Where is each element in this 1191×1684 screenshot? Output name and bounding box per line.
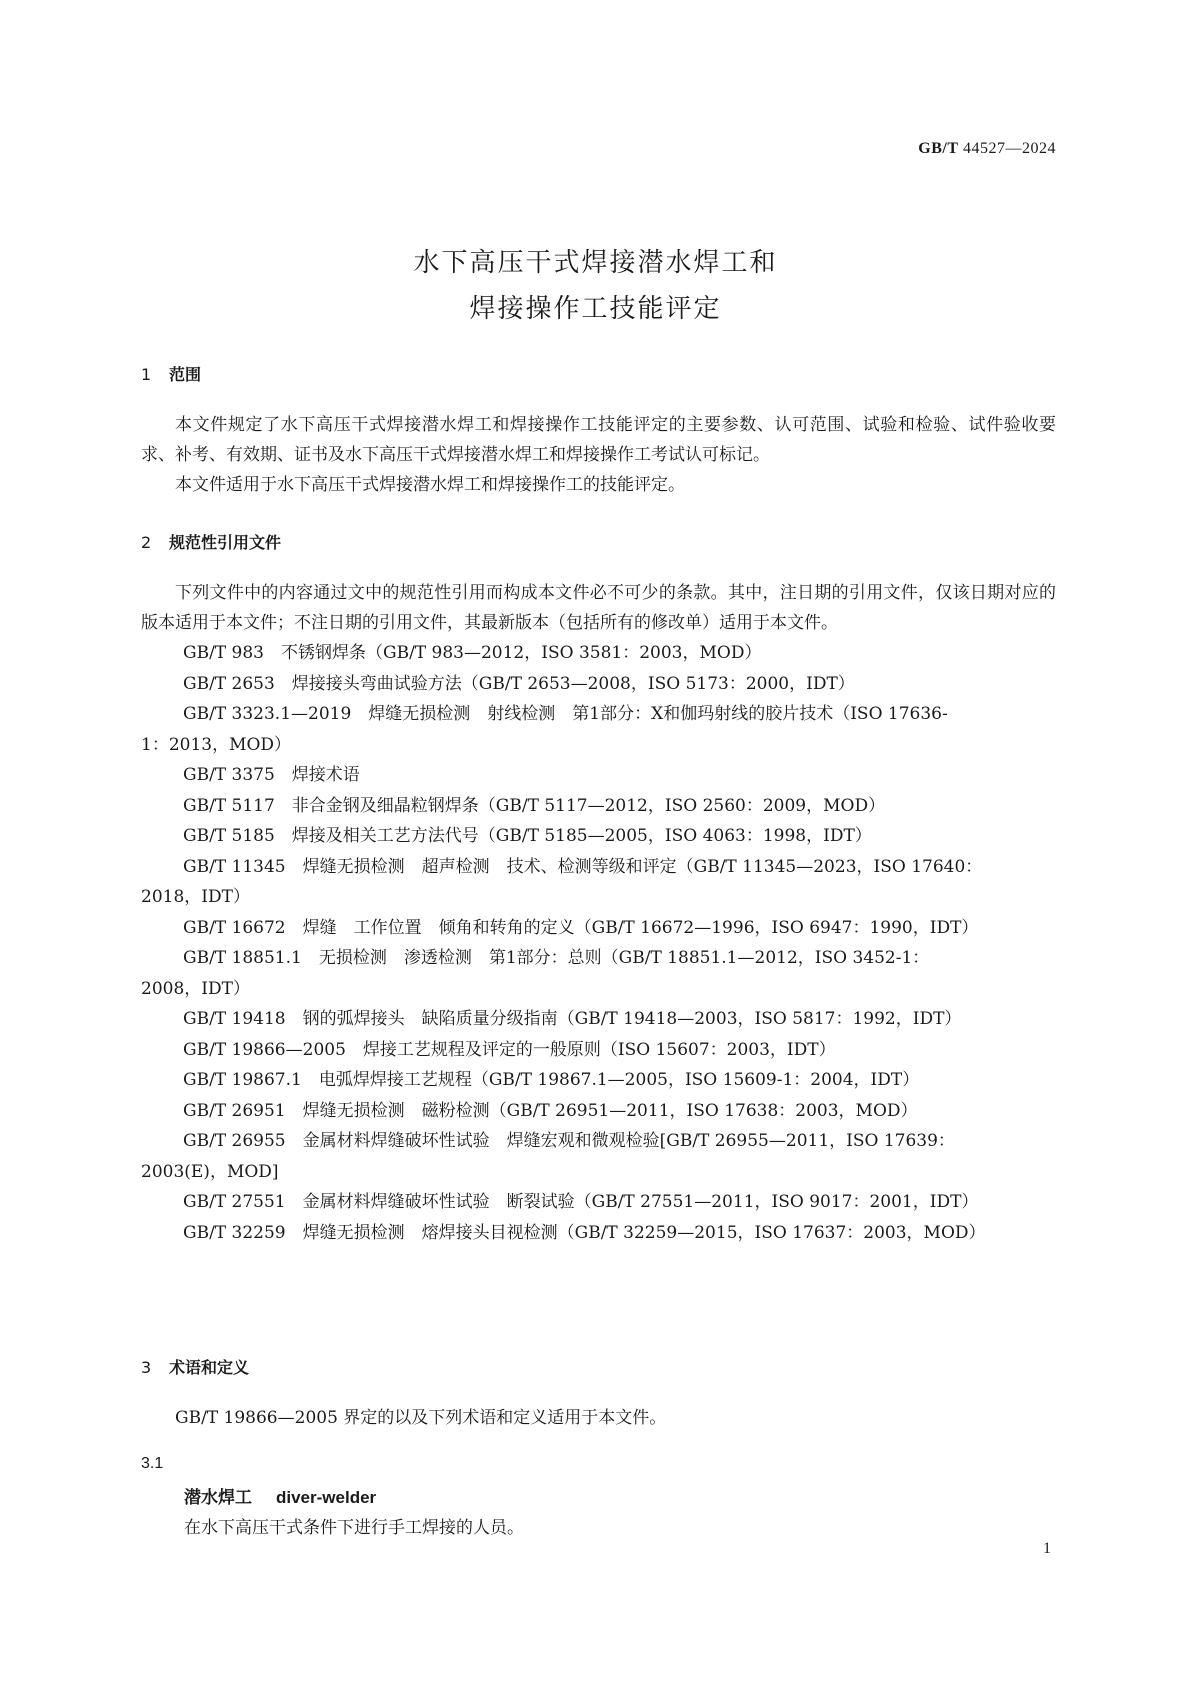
term-chinese: 潜水焊工	[184, 1488, 252, 1508]
reference-item: GB/T 11345 焊缝无损检测 超声检测 技术、检测等级和评定（GB/T 11345—2023，ISO 17640： 2018，IDT）	[141, 856, 983, 907]
reference-item: GB/T 3375 焊接术语	[183, 765, 360, 785]
terms-intro: GB/T 19866—2005 界定的以及下列术语和定义适用于本文件。	[175, 1408, 667, 1428]
reference-item: GB/T 3323.1—2019 焊缝无损检测 射线检测 第1部分：X和伽玛射线的胶片技术（ISO 17636- 1：2013，MOD）	[141, 704, 948, 755]
document-title	[0, 240, 1191, 332]
scope-paragraph-1: 本文件规定了水下高压干式焊接潜水焊工和焊接操作工技能评定的主要参数、认可范围、试验和检验、试件验收要求、补考、有效期、证书及水下高压干式焊接潜水焊工和焊接操作工考试认可标记。	[141, 415, 1056, 465]
section-3-heading	[141, 1355, 249, 1378]
reference-list	[141, 638, 1056, 1248]
section-2-number: 2	[141, 533, 152, 552]
section-3-number: 3	[141, 1358, 152, 1377]
reference-item: GB/T 2653 焊接接头弯曲试验方法（GB/T 2653—2008，ISO 5173：2000，IDT）	[183, 673, 855, 694]
references-intro: 下列文件中的内容通过文中的规范性引用而构成本文件必不可少的条款。其中，注日期的引用文件，仅该日期对应的版本适用于本文件；不注日期的引用文件，其最新版本（包括所有的修改单）适用于本文件。	[141, 583, 1056, 633]
reference-item: GB/T 27551 金属材料焊缝破坏性试验 断裂试验（GB/T 27551—2011，ISO 9017：2001，IDT）	[183, 1192, 979, 1212]
term-english: diver-welder	[276, 1488, 377, 1507]
term-number: 3.1	[141, 1455, 164, 1472]
term-entry	[184, 1483, 376, 1508]
page-number: 1	[1043, 1540, 1051, 1557]
section-1-title: 范围	[169, 365, 202, 384]
reference-item: GB/T 19418 钢的弧焊接头 缺陷质量分级指南（GB/T 19418—2003，ISO 5817：1992，IDT）	[183, 1009, 962, 1029]
standard-prefix: GB/T	[918, 140, 959, 157]
reference-item: GB/T 26951 焊缝无损检测 磁粉检测（GB/T 26951—2011，ISO 17638：2003，MOD）	[183, 1100, 918, 1121]
reference-item: GB/T 5117 非合金钢及细晶粒钢焊条（GB/T 5117—2012，ISO 2560：2009，MOD）	[183, 795, 886, 816]
reference-item: GB/T 32259 焊缝无损检测 熔焊接头目视检测（GB/T 32259—2015，ISO 17637：2003，MOD）	[183, 1222, 986, 1243]
reference-item: GB/T 5185 焊接及相关工艺方法代号（GB/T 5185—2005，ISO 4063：1998，IDT）	[183, 826, 872, 846]
section-1-body	[141, 410, 1056, 500]
section-2-heading	[141, 530, 281, 553]
title-line-2: 焊接操作工技能评定	[469, 294, 722, 324]
section-1-heading	[141, 362, 201, 385]
term-definition: 在水下高压干式条件下进行手工焊接的人员。	[184, 1518, 524, 1538]
standard-code	[918, 140, 1056, 158]
section-2-title: 规范性引用文件	[169, 533, 282, 552]
reference-item: GB/T 18851.1 无损检测 渗透检测 第1部分：总则（GB/T 18851.1—2012，ISO 3452-1： 2008，IDT）	[141, 948, 930, 999]
section-3-title: 术语和定义	[169, 1358, 250, 1377]
reference-item: GB/T 26955 金属材料焊缝破坏性试验 焊缝宏观和微观检验[GB/T 26955—2011，ISO 17639： 2003(E)，MOD]	[141, 1131, 955, 1182]
reference-item: GB/T 19866—2005 焊接工艺规程及评定的一般原则（ISO 15607：2003，IDT）	[183, 1039, 836, 1060]
reference-item: GB/T 19867.1 电弧焊焊接工艺规程（GB/T 19867.1—2005，ISO 15609-1：2004，IDT）	[183, 1070, 920, 1090]
title-line-1: 水下高压干式焊接潜水焊工和	[413, 248, 778, 278]
section-1-number: 1	[141, 365, 152, 384]
reference-item: GB/T 16672 焊缝 工作位置 倾角和转角的定义（GB/T 16672—1996，ISO 6947：1990，IDT）	[183, 917, 979, 938]
reference-item: GB/T 983 不锈钢焊条（GB/T 983—2012，ISO 3581：2003，MOD）	[183, 643, 762, 663]
standard-number: 44527—2024	[963, 140, 1056, 157]
section-3-intro-block	[141, 1403, 1056, 1433]
section-2-body	[141, 578, 1056, 1248]
scope-paragraph-2: 本文件适用于水下高压干式焊接潜水焊工和焊接操作工的技能评定。	[175, 475, 685, 495]
